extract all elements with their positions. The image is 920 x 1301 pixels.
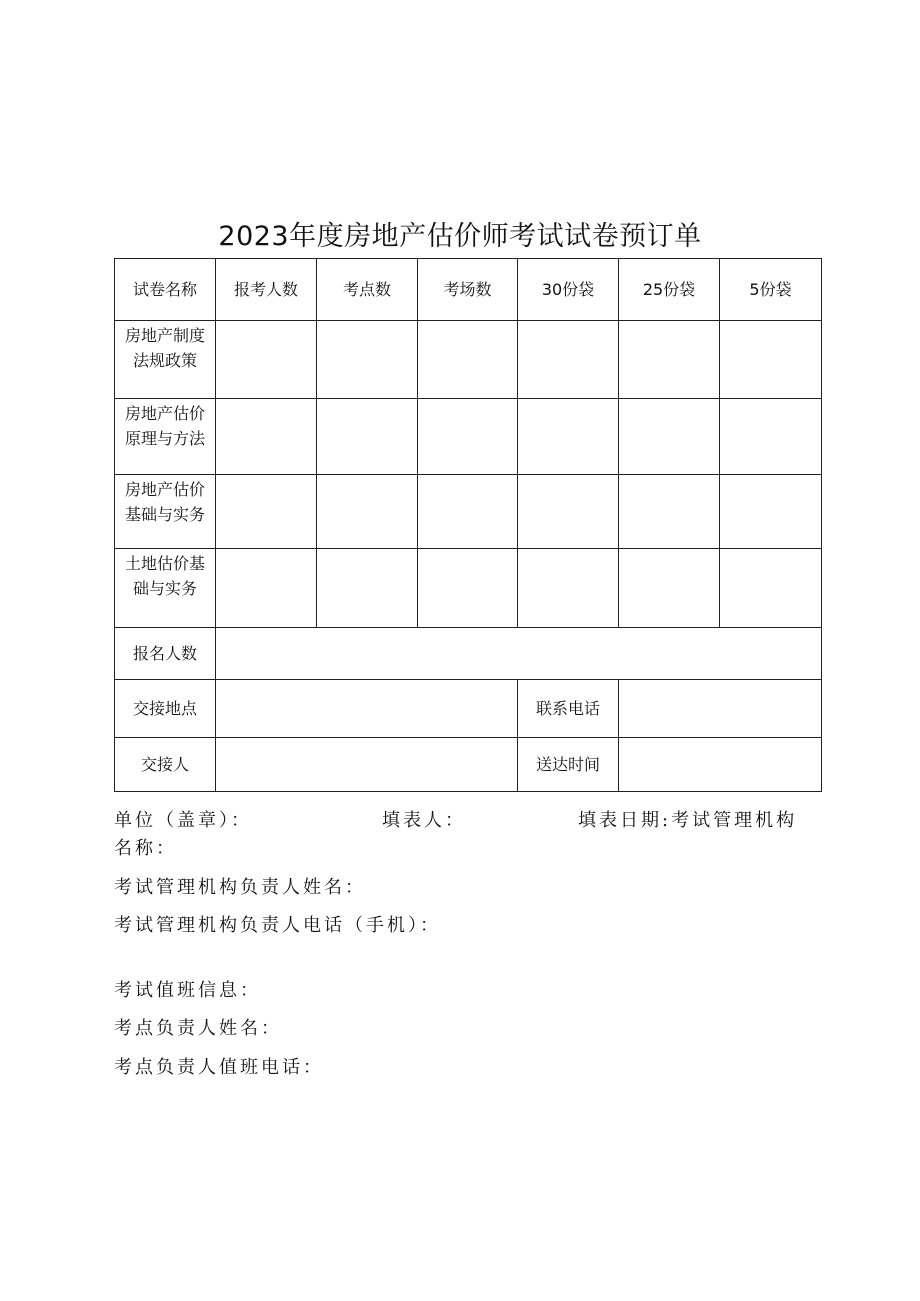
input-cell[interactable] [720, 475, 822, 549]
contact-phone-input-cell[interactable] [619, 680, 822, 738]
filler-label: 填表人： [382, 810, 466, 831]
input-cell[interactable] [518, 321, 619, 399]
duty-info-label: 考试值班信息： [114, 980, 261, 1001]
input-cell[interactable] [518, 399, 619, 475]
table-row [115, 549, 822, 628]
fill-date-label: 填表日期:考试管理机构 [578, 810, 798, 831]
input-cell[interactable] [518, 475, 619, 549]
input-cell[interactable] [317, 399, 418, 475]
input-cell[interactable] [317, 321, 418, 399]
order-table [114, 258, 822, 792]
header-paper-name: 试卷名称 [115, 259, 216, 321]
registrants-input-cell[interactable] [216, 628, 822, 680]
handover-place-input-cell[interactable] [216, 680, 518, 738]
registrants-label: 报名人数 [115, 628, 216, 680]
handover-person-input-cell[interactable] [216, 738, 518, 792]
table-row [115, 475, 822, 549]
paper-name-line: 房地产估价 [124, 404, 205, 423]
input-cell[interactable] [216, 475, 317, 549]
paper-name-line: 原理与方法 [124, 429, 205, 448]
registrants-row [115, 628, 822, 680]
input-cell[interactable] [317, 549, 418, 628]
header-30-pack: 30份袋 [518, 259, 619, 321]
agency-head-name-label: 考试管理机构负责人姓名： [114, 877, 366, 898]
agency-head-phone-label: 考试管理机构负责人电话（手机）： [114, 915, 441, 936]
header-5-pack: 5份袋 [720, 259, 822, 321]
paper-name-line: 础与实务 [132, 579, 197, 598]
handover-person-row [115, 738, 822, 792]
paper-name-cell [115, 321, 216, 399]
input-cell[interactable] [619, 549, 720, 628]
paper-name-line: 土地估价基 [124, 554, 205, 573]
input-cell[interactable] [418, 321, 518, 399]
input-cell[interactable] [418, 399, 518, 475]
table-row [115, 321, 822, 399]
delivery-time-input-cell[interactable] [619, 738, 822, 792]
input-cell[interactable] [317, 475, 418, 549]
paper-name-line: 基础与实务 [124, 505, 205, 524]
table-row [115, 399, 822, 475]
input-cell[interactable] [216, 321, 317, 399]
table-header-row [115, 259, 822, 321]
header-exam-rooms: 考场数 [418, 259, 518, 321]
delivery-time-label: 送达时间 [518, 738, 619, 792]
unit-seal-label: 单位（盖章）： [114, 810, 252, 831]
input-cell[interactable] [418, 475, 518, 549]
paper-name-line: 房地产估价 [124, 480, 205, 499]
agency-name-label: 名称： [114, 838, 177, 859]
input-cell[interactable] [619, 399, 720, 475]
site-head-phone-label: 考点负责人值班电话： [114, 1057, 324, 1078]
input-cell[interactable] [720, 549, 822, 628]
header-applicants: 报考人数 [216, 259, 317, 321]
input-cell[interactable] [216, 399, 317, 475]
handover-place-label: 交接地点 [115, 680, 216, 738]
handover-person-label: 交接人 [115, 738, 216, 792]
header-25-pack: 25份袋 [619, 259, 720, 321]
input-cell[interactable] [619, 475, 720, 549]
paper-name-cell [115, 549, 216, 628]
input-cell[interactable] [720, 321, 822, 399]
input-cell[interactable] [619, 321, 720, 399]
site-head-name-label: 考点负责人姓名： [114, 1018, 282, 1039]
paper-name-line: 房地产制度 [124, 326, 205, 345]
paper-name-line: 法规政策 [132, 351, 197, 370]
page-title: 2023年度房地产估价师考试试卷预订单 [218, 221, 702, 252]
input-cell[interactable] [418, 549, 518, 628]
contact-phone-label: 联系电话 [518, 680, 619, 738]
paper-name-cell [115, 475, 216, 549]
header-exam-sites: 考点数 [317, 259, 418, 321]
paper-name-cell [115, 399, 216, 475]
input-cell[interactable] [720, 399, 822, 475]
input-cell[interactable] [518, 549, 619, 628]
input-cell[interactable] [216, 549, 317, 628]
handover-place-row [115, 680, 822, 738]
